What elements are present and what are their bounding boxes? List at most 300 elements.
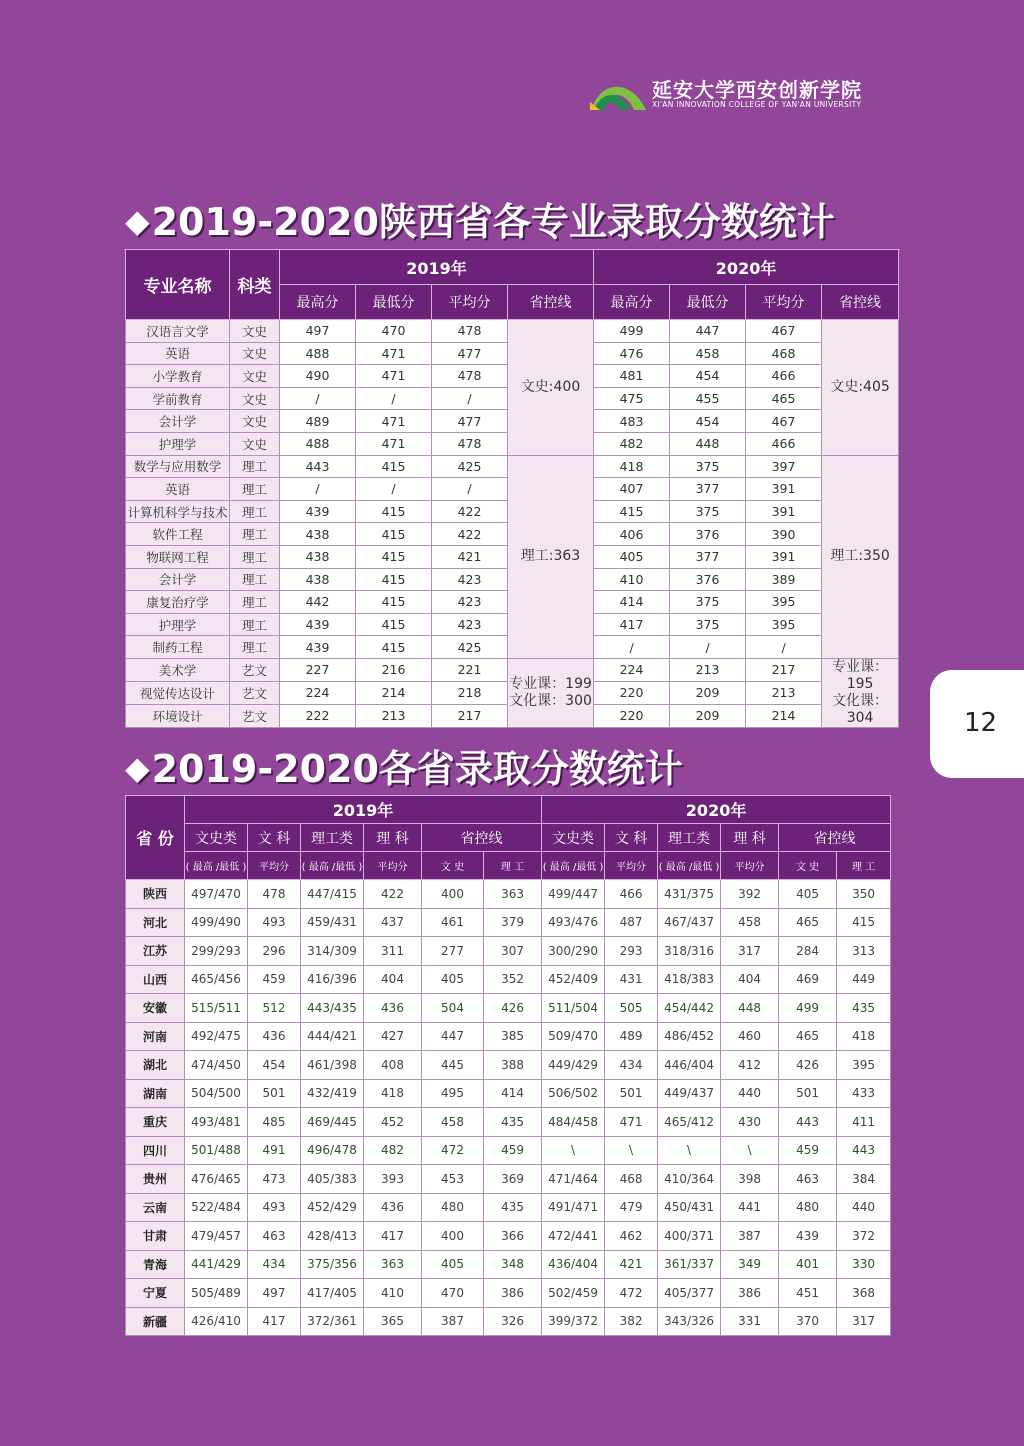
header-min-2020: 最低分 — [670, 285, 746, 320]
table-row — [126, 937, 891, 966]
score-cell: 399/372 — [542, 1307, 605, 1336]
score-cell: 441 — [721, 1193, 779, 1222]
score-cell: 433 — [837, 1079, 891, 1108]
score-cell-2019: 423 — [432, 591, 508, 614]
score-cell: 499/447 — [542, 880, 605, 909]
score-cell: 447 — [422, 1022, 484, 1051]
score-cell: 317 — [721, 937, 779, 966]
score-cell: 458 — [721, 908, 779, 937]
score-cell: 465/412 — [658, 1108, 721, 1137]
control-line-value: 文史:400 — [520, 378, 581, 395]
score-cell-2019: 488 — [280, 342, 356, 365]
header-ctrl-2019: 省控线 — [508, 285, 594, 320]
score-cell: 369 — [484, 1165, 542, 1194]
score-cell: 467/437 — [658, 908, 721, 937]
score-cell-2020: 389 — [746, 568, 822, 591]
score-cell-2020: 475 — [594, 387, 670, 410]
score-cell-2019: 471 — [356, 410, 432, 433]
score-cell: 501/488 — [185, 1136, 248, 1165]
shaanxi-table-title-text: 2019-2020陕西省各专业录取分数统计 — [151, 200, 835, 244]
score-cell-2019: 415 — [356, 500, 432, 523]
score-cell-2019: 216 — [356, 658, 432, 681]
table-row — [126, 994, 891, 1023]
score-cell-2019: 423 — [432, 568, 508, 591]
score-cell-2020: 499 — [594, 320, 670, 343]
score-cell: 400/371 — [658, 1222, 721, 1251]
score-cell: 493 — [248, 1193, 301, 1222]
score-cell: 499 — [779, 994, 837, 1023]
major-name: 护理学 — [126, 432, 230, 455]
table-row — [126, 1279, 891, 1308]
subheader: ( 最高 /最低 ) — [185, 852, 248, 880]
score-cell-2020: 375 — [670, 500, 746, 523]
control-line-2020 — [822, 455, 899, 658]
score-cell: 472 — [422, 1136, 484, 1165]
score-cell: 462 — [605, 1222, 658, 1251]
category-header: 理 科 — [364, 824, 422, 852]
score-cell: 401 — [779, 1250, 837, 1279]
subheader: ( 最高 /最低 ) — [301, 852, 364, 880]
subheader: 平均分 — [364, 852, 422, 880]
score-cell-2019: 222 — [280, 704, 356, 727]
score-cell: 418 — [364, 1079, 422, 1108]
score-cell-2019: 415 — [356, 636, 432, 659]
score-cell-2020: 395 — [746, 613, 822, 636]
score-cell-2020: / — [746, 636, 822, 659]
header-province: 省 份 — [126, 796, 185, 880]
score-cell: 465 — [779, 1022, 837, 1051]
table-row — [126, 658, 899, 681]
score-cell: 435 — [484, 1108, 542, 1137]
score-cell: 436/404 — [542, 1250, 605, 1279]
score-cell: \ — [658, 1136, 721, 1165]
score-cell: 326 — [484, 1307, 542, 1336]
subheader: 平均分 — [248, 852, 301, 880]
score-cell: 366 — [484, 1222, 542, 1251]
major-kind: 理工 — [230, 545, 280, 568]
score-cell-2019: / — [280, 478, 356, 501]
score-cell-2019: 478 — [432, 365, 508, 388]
score-cell: 471/464 — [542, 1165, 605, 1194]
score-cell: 385 — [484, 1022, 542, 1051]
score-cell: 495 — [422, 1079, 484, 1108]
control-line-culture: 文化课：304 — [832, 692, 889, 726]
table-row — [126, 1307, 891, 1336]
score-cell-2019: 497 — [280, 320, 356, 343]
score-cell-2020: 407 — [594, 478, 670, 501]
score-cell: 466 — [605, 880, 658, 909]
control-line-2019 — [508, 320, 594, 456]
score-cell-2019: 421 — [432, 545, 508, 568]
score-cell-2020: 213 — [670, 658, 746, 681]
header-year-2020: 2020年 — [594, 250, 899, 285]
score-cell-2019: 415 — [356, 545, 432, 568]
score-cell: 363 — [364, 1250, 422, 1279]
score-cell: 415 — [837, 908, 891, 937]
score-cell-2019: 214 — [356, 681, 432, 704]
major-kind: 理工 — [230, 591, 280, 614]
score-cell: 493 — [248, 908, 301, 937]
score-cell-2020: 467 — [746, 410, 822, 433]
table-row — [126, 1165, 891, 1194]
score-cell-2019: 438 — [280, 545, 356, 568]
score-cell-2019: 415 — [356, 568, 432, 591]
score-cell: 445 — [422, 1051, 484, 1080]
subheader-row — [126, 852, 891, 880]
control-line-value: 文史:405 — [830, 378, 890, 395]
score-cell-2019: 438 — [280, 568, 356, 591]
score-cell: 361/337 — [658, 1250, 721, 1279]
score-cell-2020: 377 — [670, 478, 746, 501]
score-cell: 428/413 — [301, 1222, 364, 1251]
shaanxi-table-body — [126, 320, 899, 728]
score-cell: 443 — [837, 1136, 891, 1165]
control-line-value: 理工:363 — [520, 548, 581, 565]
score-cell: 414 — [484, 1079, 542, 1108]
score-cell-2019: 471 — [356, 342, 432, 365]
score-cell-2019: 442 — [280, 591, 356, 614]
score-cell: 443/435 — [301, 994, 364, 1023]
header-kind: 科类 — [230, 250, 280, 320]
score-cell-2019: / — [356, 387, 432, 410]
province-name: 湖南 — [126, 1079, 185, 1108]
score-cell: 469 — [779, 965, 837, 994]
score-cell: 417/405 — [301, 1279, 364, 1308]
score-cell-2019: 477 — [432, 410, 508, 433]
subheader: 平均分 — [605, 852, 658, 880]
page-number: 12 — [964, 708, 998, 738]
province-name: 陕西 — [126, 880, 185, 909]
score-cell-2020: 220 — [594, 704, 670, 727]
score-cell: 465/456 — [185, 965, 248, 994]
shaanxi-major-scores-table — [125, 249, 899, 728]
score-cell: \ — [542, 1136, 605, 1165]
score-cell-2020: 481 — [594, 365, 670, 388]
score-cell: 426 — [779, 1051, 837, 1080]
score-cell: 465 — [779, 908, 837, 937]
province-name: 甘肃 — [126, 1222, 185, 1251]
score-cell: 499/490 — [185, 908, 248, 937]
score-cell: 489 — [605, 1022, 658, 1051]
score-cell: 395 — [837, 1051, 891, 1080]
college-name-cn: 延安大学西安创新学院 — [652, 78, 862, 102]
major-name: 康复治疗学 — [126, 591, 230, 614]
score-cell-2019: 217 — [432, 704, 508, 727]
major-name: 英语 — [126, 342, 230, 365]
score-cell: 398 — [721, 1165, 779, 1194]
score-cell: 463 — [248, 1222, 301, 1251]
subheader: ( 最高 /最低 ) — [658, 852, 721, 880]
province-name: 青海 — [126, 1250, 185, 1279]
score-cell: 350 — [837, 880, 891, 909]
score-cell-2020: 391 — [746, 500, 822, 523]
control-line-2019 — [508, 455, 594, 658]
score-cell: 317 — [837, 1307, 891, 1336]
score-cell-2019: 439 — [280, 636, 356, 659]
major-kind: 艺文 — [230, 681, 280, 704]
score-cell-2019: 224 — [280, 681, 356, 704]
control-line-2019 — [508, 658, 594, 727]
score-cell: 432/419 — [301, 1079, 364, 1108]
score-cell: 476/465 — [185, 1165, 248, 1194]
score-cell: 426 — [484, 994, 542, 1023]
province-name: 四川 — [126, 1136, 185, 1165]
table-row — [126, 908, 891, 937]
category-header: 文 科 — [605, 824, 658, 852]
score-cell: 454 — [248, 1051, 301, 1080]
score-cell: 372/361 — [301, 1307, 364, 1336]
major-name: 软件工程 — [126, 523, 230, 546]
score-cell: 410/364 — [658, 1165, 721, 1194]
major-kind: 文史 — [230, 432, 280, 455]
score-cell-2020: 415 — [594, 500, 670, 523]
major-kind: 艺文 — [230, 704, 280, 727]
major-name: 学前教育 — [126, 387, 230, 410]
score-cell-2020: 467 — [746, 320, 822, 343]
score-cell: 431 — [605, 965, 658, 994]
score-cell: 411 — [837, 1108, 891, 1137]
score-cell: 470 — [422, 1279, 484, 1308]
province-scores-table — [125, 795, 891, 1336]
score-cell-2020: 466 — [746, 365, 822, 388]
score-cell: 363 — [484, 880, 542, 909]
score-cell: 449/437 — [658, 1079, 721, 1108]
score-cell: 452/409 — [542, 965, 605, 994]
score-cell: 487 — [605, 908, 658, 937]
score-cell: 478 — [248, 880, 301, 909]
major-kind: 艺文 — [230, 658, 280, 681]
score-cell: 449/429 — [542, 1051, 605, 1080]
category-header-row — [126, 824, 891, 852]
score-cell: 427 — [364, 1022, 422, 1051]
score-cell: 479/457 — [185, 1222, 248, 1251]
province-name: 贵州 — [126, 1165, 185, 1194]
score-cell: 492/475 — [185, 1022, 248, 1051]
score-cell: 421 — [605, 1250, 658, 1279]
score-cell-2020: 209 — [670, 704, 746, 727]
score-cell-2020: 224 — [594, 658, 670, 681]
score-cell: 497/470 — [185, 880, 248, 909]
header-max-2019: 最高分 — [280, 285, 356, 320]
score-cell: 436 — [248, 1022, 301, 1051]
category-header: 理工类 — [301, 824, 364, 852]
score-cell: 474/450 — [185, 1051, 248, 1080]
province-name: 重庆 — [126, 1108, 185, 1137]
major-kind: 文史 — [230, 410, 280, 433]
score-cell-2020: 418 — [594, 455, 670, 478]
score-cell: 384 — [837, 1165, 891, 1194]
subheader: 文 史 — [422, 852, 484, 880]
score-cell-2019: / — [432, 387, 508, 410]
score-cell: 509/470 — [542, 1022, 605, 1051]
major-kind: 理工 — [230, 636, 280, 659]
score-cell-2020: 391 — [746, 478, 822, 501]
score-cell: 473 — [248, 1165, 301, 1194]
score-cell: 284 — [779, 937, 837, 966]
score-cell: 439 — [779, 1222, 837, 1251]
score-cell-2019: 415 — [356, 455, 432, 478]
score-cell: 493/476 — [542, 908, 605, 937]
score-cell: 451 — [779, 1279, 837, 1308]
score-cell: 434 — [248, 1250, 301, 1279]
major-kind: 理工 — [230, 523, 280, 546]
table-row — [126, 320, 899, 343]
table-row — [126, 1193, 891, 1222]
score-cell: 412 — [721, 1051, 779, 1080]
subheader: 理 工 — [837, 852, 891, 880]
score-cell-2020: 375 — [670, 455, 746, 478]
province-name: 宁夏 — [126, 1279, 185, 1308]
score-cell: 458 — [422, 1108, 484, 1137]
score-cell-2020: / — [670, 636, 746, 659]
major-kind: 文史 — [230, 320, 280, 343]
score-cell: 400 — [422, 1222, 484, 1251]
score-cell: 431/375 — [658, 880, 721, 909]
score-cell: 331 — [721, 1307, 779, 1336]
province-table-title — [125, 738, 683, 793]
score-cell: 515/511 — [185, 994, 248, 1023]
score-cell-2019: 415 — [356, 613, 432, 636]
score-cell: 460 — [721, 1022, 779, 1051]
score-cell-2020: 390 — [746, 523, 822, 546]
score-cell: 444/421 — [301, 1022, 364, 1051]
table-row — [126, 1136, 891, 1165]
score-cell-2019: 422 — [432, 500, 508, 523]
score-cell-2019: 490 — [280, 365, 356, 388]
score-cell: 400 — [422, 880, 484, 909]
college-logo-icon — [590, 72, 648, 112]
score-cell: 463 — [779, 1165, 837, 1194]
score-cell: 511/504 — [542, 994, 605, 1023]
score-cell-2020: 376 — [670, 568, 746, 591]
score-cell: 314/309 — [301, 937, 364, 966]
score-cell-2019: 213 — [356, 704, 432, 727]
subheader: ( 最高 /最低 ) — [542, 852, 605, 880]
score-cell: 479 — [605, 1193, 658, 1222]
table-row — [126, 1222, 891, 1251]
score-cell: 404 — [364, 965, 422, 994]
score-cell: 370 — [779, 1307, 837, 1336]
score-cell-2020: 454 — [670, 365, 746, 388]
score-cell: 459/431 — [301, 908, 364, 937]
score-cell-2020: 476 — [594, 342, 670, 365]
score-cell: 405/377 — [658, 1279, 721, 1308]
score-cell-2020: 482 — [594, 432, 670, 455]
score-cell: 501 — [248, 1079, 301, 1108]
score-cell: 452/429 — [301, 1193, 364, 1222]
score-cell: 448 — [721, 994, 779, 1023]
score-cell: 505/489 — [185, 1279, 248, 1308]
score-cell-2020: 455 — [670, 387, 746, 410]
score-cell: 318/316 — [658, 937, 721, 966]
score-cell-2020: 217 — [746, 658, 822, 681]
score-cell: 497 — [248, 1279, 301, 1308]
score-cell: 417 — [364, 1222, 422, 1251]
score-cell: 471 — [605, 1108, 658, 1137]
score-cell-2020: 391 — [746, 545, 822, 568]
score-cell-2020: 213 — [746, 681, 822, 704]
major-name: 物联网工程 — [126, 545, 230, 568]
score-cell-2020: / — [594, 636, 670, 659]
score-cell-2019: 422 — [432, 523, 508, 546]
score-cell: 512 — [248, 994, 301, 1023]
table-row — [126, 1108, 891, 1137]
score-cell: 296 — [248, 937, 301, 966]
category-header: 文 科 — [248, 824, 301, 852]
score-cell: 449 — [837, 965, 891, 994]
score-cell-2020: 405 — [594, 545, 670, 568]
score-cell: 372 — [837, 1222, 891, 1251]
score-cell: 386 — [484, 1279, 542, 1308]
diamond-icon: ◆ — [125, 749, 150, 787]
score-cell: 387 — [721, 1222, 779, 1251]
score-cell-2019: 415 — [356, 523, 432, 546]
score-cell: 459 — [484, 1136, 542, 1165]
score-cell-2019: 477 — [432, 342, 508, 365]
score-cell: 365 — [364, 1307, 422, 1336]
score-cell: 405/383 — [301, 1165, 364, 1194]
category-header: 理工类 — [658, 824, 721, 852]
score-cell-2019: / — [356, 478, 432, 501]
score-cell: \ — [721, 1136, 779, 1165]
score-cell-2020: 377 — [670, 545, 746, 568]
score-cell: 443 — [779, 1108, 837, 1137]
score-cell: 472/441 — [542, 1222, 605, 1251]
score-cell-2019: / — [432, 478, 508, 501]
shaanxi-table-title — [125, 191, 835, 246]
score-cell: 343/326 — [658, 1307, 721, 1336]
province-name: 新疆 — [126, 1307, 185, 1336]
score-cell-2020: 397 — [746, 455, 822, 478]
score-cell-2019: 443 — [280, 455, 356, 478]
score-cell-2019: 478 — [432, 320, 508, 343]
score-cell: 307 — [484, 937, 542, 966]
score-cell: 484/458 — [542, 1108, 605, 1137]
score-cell-2019: 415 — [356, 591, 432, 614]
major-name: 会计学 — [126, 410, 230, 433]
province-name: 河北 — [126, 908, 185, 937]
score-cell: 501 — [605, 1079, 658, 1108]
page-number-tab — [930, 670, 1024, 778]
control-line-major: 专业课：199 — [509, 675, 592, 692]
score-cell: 418 — [837, 1022, 891, 1051]
diamond-icon: ◆ — [125, 202, 150, 240]
score-cell: 426/410 — [185, 1307, 248, 1336]
subheader: 平均分 — [721, 852, 779, 880]
province-name: 湖北 — [126, 1051, 185, 1080]
category-header: 省控线 — [779, 824, 891, 852]
score-cell-2019: 488 — [280, 432, 356, 455]
table-row — [126, 1051, 891, 1080]
score-cell: 486/452 — [658, 1022, 721, 1051]
score-cell-2020: 395 — [746, 591, 822, 614]
major-kind: 文史 — [230, 365, 280, 388]
score-cell: 311 — [364, 937, 422, 966]
header-year-2019: 2019年 — [185, 796, 542, 824]
score-cell: 379 — [484, 908, 542, 937]
header-min-2019: 最低分 — [356, 285, 432, 320]
score-cell: 435 — [484, 1193, 542, 1222]
score-cell: 480 — [422, 1193, 484, 1222]
score-cell: 440 — [721, 1079, 779, 1108]
score-cell: 437 — [364, 908, 422, 937]
score-cell: 468 — [605, 1165, 658, 1194]
college-name-en: XI'AN INNOVATION COLLEGE OF YAN'AN UNIVERSITY — [652, 100, 862, 109]
score-cell: 459 — [248, 965, 301, 994]
score-cell: 502/459 — [542, 1279, 605, 1308]
score-cell-2020: 447 — [670, 320, 746, 343]
header-year-2020: 2020年 — [542, 796, 891, 824]
